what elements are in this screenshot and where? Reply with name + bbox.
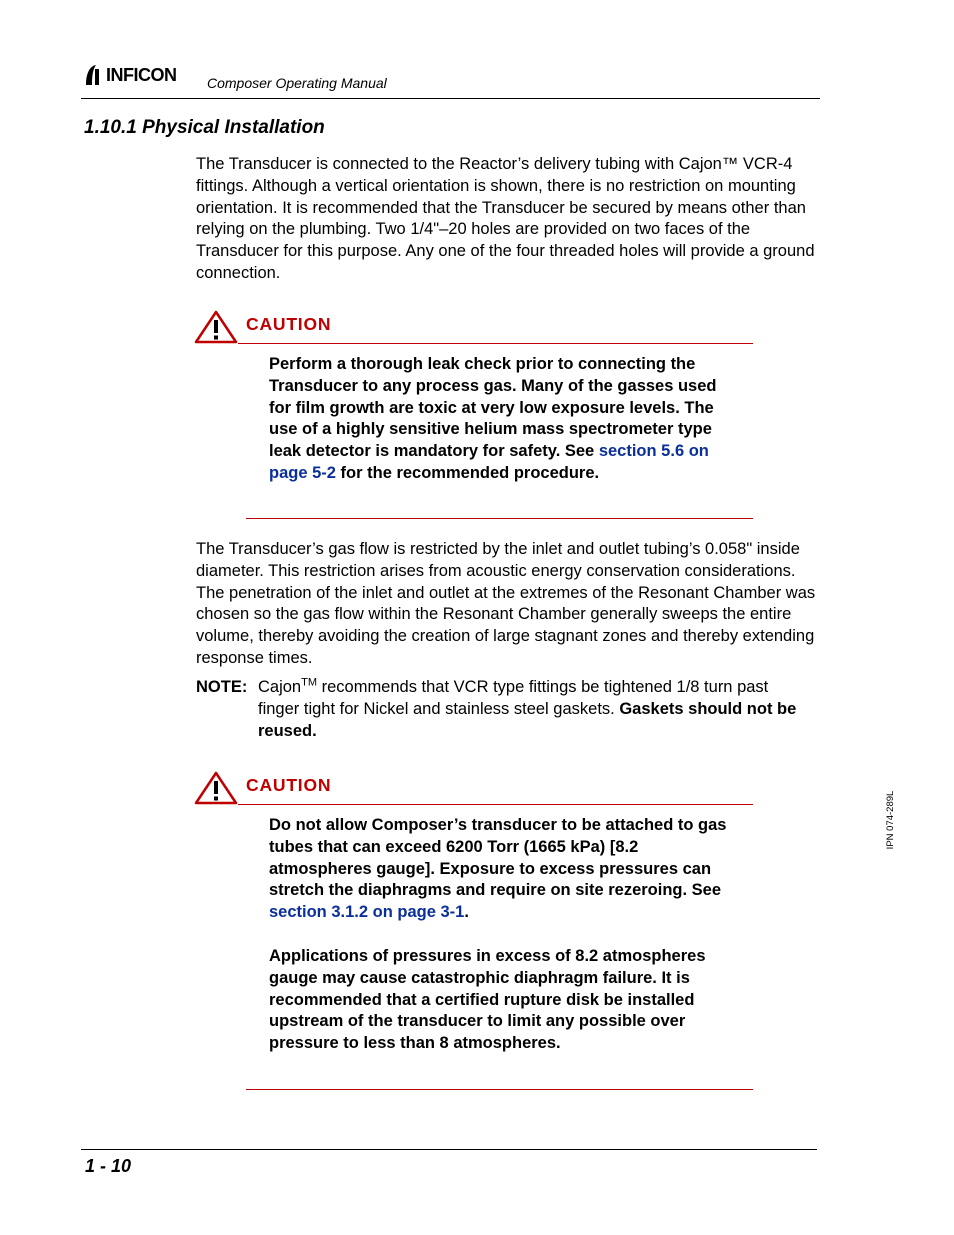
caution-label: CAUTION: [246, 775, 332, 795]
warning-triangle-icon: [194, 310, 238, 344]
caution-rule-bottom: [246, 1089, 753, 1090]
header-rule: [81, 98, 820, 99]
caution-text-1: [269, 815, 739, 924]
warning-triangle-icon: [194, 771, 238, 805]
footer-rule: [81, 1149, 817, 1150]
caution-box-1: [194, 310, 756, 522]
section-link-5-6[interactable]: section 5.6 on page 5-2: [269, 442, 709, 482]
page-number: 1 - 10: [85, 1156, 132, 1176]
note-text: Cajon: [258, 678, 302, 696]
trademark-superscript: TM: [301, 676, 318, 689]
caution-label: CAUTION: [246, 314, 332, 334]
note-body: [258, 677, 814, 742]
doc-title: Composer Operating Manual: [207, 75, 387, 91]
inficon-logo: [84, 62, 177, 88]
ipn-side-label: IPN 074-289L: [884, 790, 896, 850]
section-heading: 1.10.1 Physical Installation: [84, 117, 325, 138]
inficon-logo-mark-icon: [84, 63, 104, 87]
caution-rule-bottom: [246, 518, 753, 519]
note-label: NOTE:: [196, 678, 248, 696]
logo-text: INFICON: [106, 64, 177, 85]
caution-text-2: Applications of pressures in excess of 8.2 atmospheres gauge may cause catastrophic diaphragm failure. It is recommended that a certified rupture disk be installed upstream of the transducer to limit any possible over pressure to less than 8 atmospheres.: [269, 947, 706, 1053]
caution-rule-top: [238, 804, 753, 805]
caution-text-part: for the recommended procedure.: [335, 463, 600, 482]
note-text-bold: Gaskets should not be reused.: [258, 699, 797, 740]
caution-text-part: Perform a thorough leak check prior to connecting the Transducer to any process gas. Many of the gasses used for film growth are toxic at very low exposure levels. The use of a highly sensitive helium mass spectrometer type leak detector is mandatory for safety. See: [269, 355, 717, 461]
paragraph-1: The Transducer is connected to the Reactor’s delivery tubing with Cajon™ VCR-4 fittings. Although a vertical orientation is shown, there is no restriction on mounting orientation. It is recommended that the Transducer be secured by means other than relying on the plumbing. Two 1/4"–20 holes are provided on two faces of the Transducer for this purpose. Any one of the four threaded holes will provide a ground connection.: [196, 155, 815, 282]
section-link-3-1-2[interactable]: section 3.1.2 on page 3-1: [269, 903, 465, 922]
paragraph-2: The Transducer’s gas flow is restricted by the inlet and outlet tubing’s 0.058" inside diameter. This restriction arises from acoustic energy conservation considerations. The penetration of the inlet and outlet at the extremes of the Resonant Chamber was chosen so the gas flow within the Resonant Chamber generally sweeps the entire volume, thereby avoiding the creation of large stagnant zones and thereby extending response times.: [196, 540, 816, 667]
caution-text: [269, 354, 739, 485]
caution-text-part: Do not allow Composer’s transducer to be attached to gas tubes that can exceed 6200 Torr (1665 kPa) [8.2 atmospheres gauge]. Exposure to excess pressures can stretch the diaphragms and require on site rezeroing. See: [269, 816, 727, 900]
note-text: recommends that VCR type fittings be tightened 1/8 turn past finger tight for Nickel and stainless steel gaskets.: [258, 678, 769, 718]
caution-box-2: [194, 771, 756, 1093]
caution-rule-top: [238, 343, 753, 344]
caution-text-part: .: [464, 903, 469, 922]
